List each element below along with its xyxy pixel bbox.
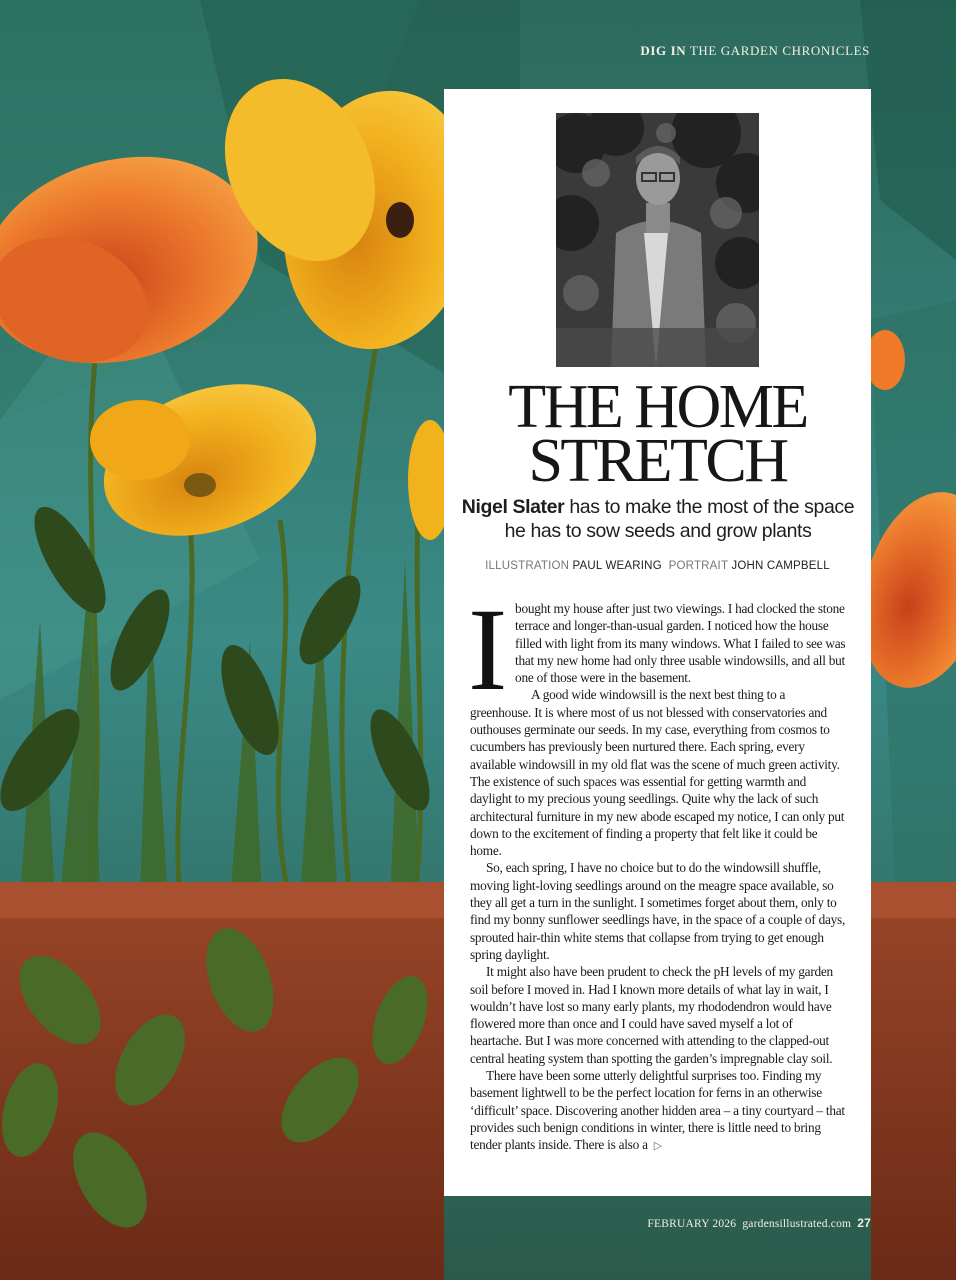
issue-date: FEBRUARY 2026 (647, 1218, 737, 1230)
page-number: 27 (857, 1216, 871, 1230)
headline-line-2: STRETCH (528, 427, 787, 495)
illustrator-name: PAUL WEARING (572, 560, 662, 572)
photographer-name: JOHN CAMPBELL (731, 560, 830, 572)
standfirst (458, 495, 858, 543)
paragraph-4: It might also have been prudent to check the pH levels of my garden soil before I moved in. Had I known more details of what lay in wait, I wouldn’t have lost so many early plants, my rhododendron would have flowered more than once and I could have saved myself a lot of heartache. But I was more concerned with attending to the clapped-out central heating system than spotting the garden’s impregnable clay soil. (470, 964, 833, 1066)
paragraph-2: A good wide windowsill is the next best thing to a greenhouse. It is where most of us not blessed with conservatories and outhouses germinate our seeds. In my case, everything from cosmos to cucumbers has previously been nurtured there. Each spring, every available windowsill in my old flat was the scene of much green activity. The existence of such spaces was essential for getting warmth and daylight to my precious young seedlings. Quite why the lack of such architectural furniture in my new abode escaped my notice, I can only put down to the excitement of finding a property that felt like it could be home. (470, 687, 845, 859)
paragraph-1 (468, 584, 846, 715)
standfirst-text: has to make the most of the space he has to sow seeds and grow plants (504, 496, 855, 542)
portrait-label: PORTRAIT (668, 560, 728, 572)
author-name: Nigel Slater (461, 496, 565, 518)
folio (647, 1216, 871, 1230)
website: gardensillustrated.com (742, 1218, 852, 1230)
illustration-label: ILLUSTRATION (485, 560, 570, 572)
article-panel (444, 89, 871, 1196)
author-portrait (556, 113, 759, 367)
credits (444, 560, 871, 572)
article-body (468, 584, 846, 1155)
paragraph-3: So, each spring, I have no choice but to do the windowsill shuffle, moving light-loving seedlings around on the meagre space available, so they all get a turn in the sunlight. I sometimes forget about them, only to find my bonny sunflower seedlings have, in the space of a couple of days, sprouted hair-thin white stems that collapse from trying to get enough spring daylight. (470, 860, 846, 962)
running-head (640, 43, 870, 59)
headline-line-1: THE HOME (508, 373, 807, 441)
running-head-section: DIG IN (640, 43, 687, 58)
continue-arrow-icon: ▷ (653, 1139, 662, 1153)
paragraph-1-text: bought my house after just two viewings. I had clocked the stone terrace and longer-than-usual garden. I noticed how the house filled with light from its many windows. What I failed to see was that my new home had only three usable windowsills, and all but one of those were in the basement. (515, 601, 846, 686)
running-head-title: THE GARDEN CHRONICLES (689, 43, 870, 58)
drop-cap: I (468, 584, 508, 715)
paragraph-5-text: There have been some utterly delightful surprises too. Finding my basement lightwell to be the perfect location for ferns in an otherwise ‘difficult’ space. Discovering another hidden area – a tiny courtyard – that provides such benign conditions in winter, there is little need to bring tender plants inside. There is also a (470, 1068, 845, 1153)
paragraph-5 (470, 1067, 846, 1154)
